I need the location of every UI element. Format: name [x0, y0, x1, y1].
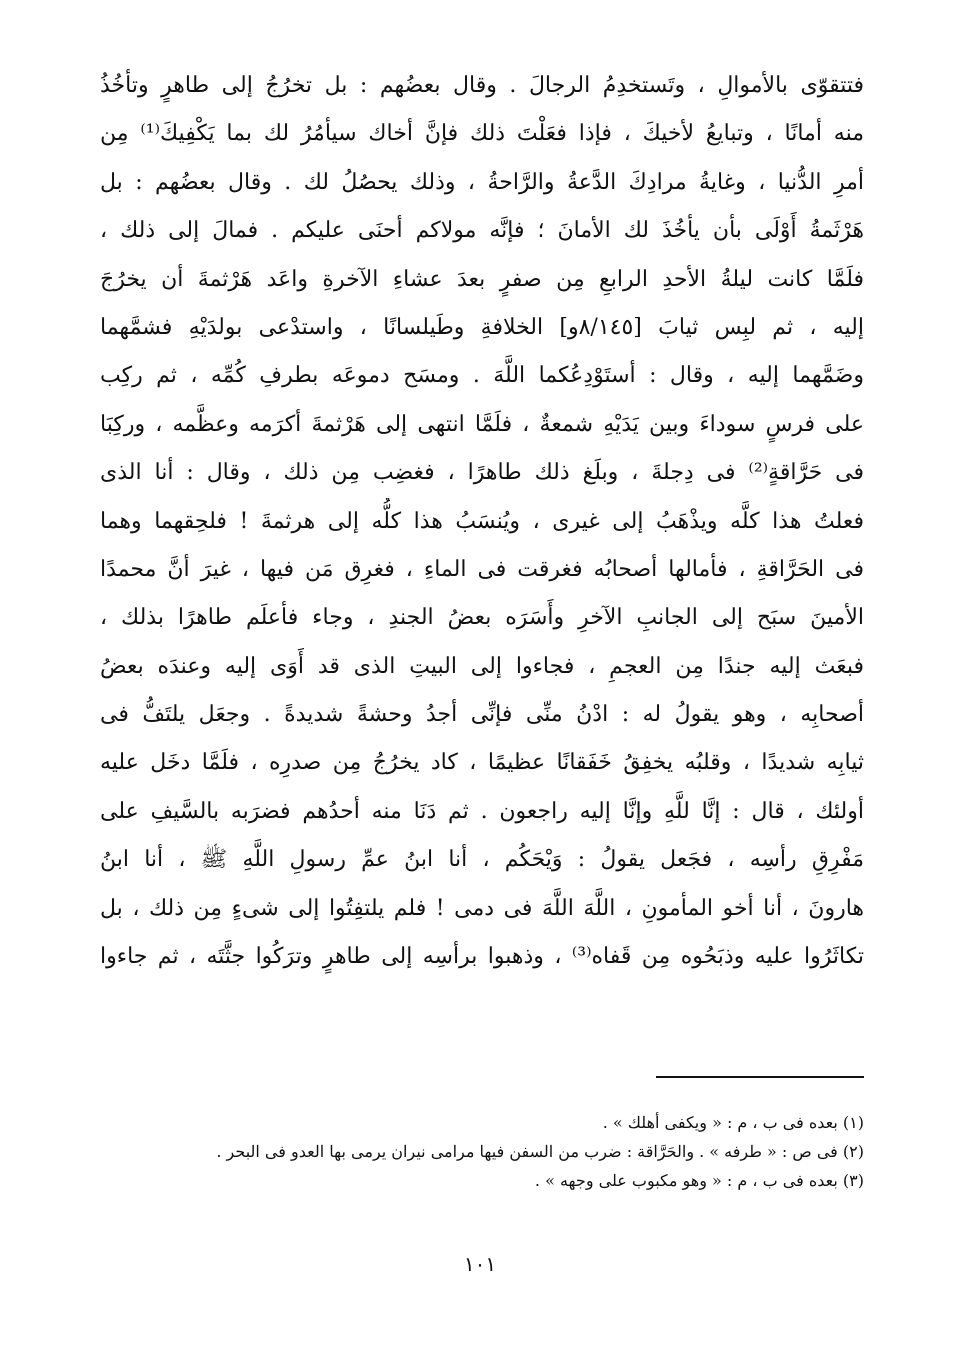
text-line: وضَمَّهما إليه ، وقال : أستَوْدِعُكما اللَّهَ . ومسَح دموعَه بطرفِ كُمِّه ، ثم ركِب: [100, 363, 864, 389]
text-line: فى حَرَّاقةٍ⁽²⁾ فى دِجلةَ ، وبلَغ ذلك طاهرًا ، فغضِب مِن ذلك ، وقال : أنا الذى: [100, 460, 864, 486]
text-line: فى الحَرَّاقةِ ، فأمالها أصحابُه فغرقت فى الماءِ ، فغرِق مَن فيها ، غيرَ أنَّ محمدًا: [100, 556, 864, 582]
text-line: أصحابِه ، وهو يقولُ له : ادْنُ منِّى فإنِّى أجدُ وحشةً شديدةً . وجعَل يلتَفُّ فى: [100, 702, 864, 728]
text-line: فبعَث إليه جندًا مِن العجمِ ، فجاءوا إلى البيتِ الذى قد أَوَى إليه وعندَه بعضُ: [100, 653, 864, 679]
text-line: منه أمانًا ، وتبايعُ لأخيكَ ، فإذا فعَلْتَ ذلك فإنَّ أخاك سيأمُرُ لك بما يَكْفِيكَ⁽¹⁾ مِن: [100, 121, 864, 147]
page-number: ١٠١: [463, 1252, 497, 1276]
text-line: فتتقوّى بالأموالِ ، وتَستخدِمُ الرجالَ . وقال بعضُهم : بل تخرُجُ إلى طاهرٍ وتأخُذُ: [100, 73, 864, 98]
text-line: تكاثَرُوا عليه وذبَحُوه مِن قَفاه⁽³⁾ ، وذهبوا برأسِه إلى طاهرٍ وترَكُوا جثَّتَه ، ثم جاءوا: [100, 944, 864, 970]
text-line: الأمينَ سبَح إلى الجانبِ الآخرِ وأَسَرَه بعضُ الجندِ ، وجاء فأعلَم طاهرًا بذلك ،: [100, 605, 864, 631]
footnote-1: (١) بعده فى ب ، م : « ويكفى أهلك » .: [602, 1113, 864, 1132]
footnote-3: (٣) بعده فى ب ، م : « وهو مكبوب على وجهه » .: [534, 1171, 864, 1190]
footnote-2: (٢) فى ص : « طرفه » . والحَرَّاقة : ضرب من السفن فيها مرامى نيران يرمى بها العدو فى البحر .: [216, 1142, 864, 1161]
text-line: أمرِ الدُّنيا ، وغايةُ مرادِكَ الدَّعةُ والرَّاحةُ ، وذلك يحصُلُ لك . وقال بعضُهم : بل: [100, 169, 864, 195]
text-line: إليه ، ثم لبِس ثيابَ [٨/١٤٥و] الخلافةِ وطَيلسانًا ، واستدْعى بولدَيْهِ فشمَّهما: [100, 314, 864, 340]
text-line: هارونَ ، أنا أخو المأمونِ ، اللَّهَ اللَّهَ فى دمى ! فلم يلتفِتُوا إلى شىءٍ مِن ذلك ، بل: [100, 895, 864, 921]
text-line: فعلتُ هذا كلَّه ويذْهَبُ إلى غيرى ، ويُنسَبُ هذا كلُّه إلى هرثمةَ ! فلحِقهما وهما: [100, 508, 864, 534]
text-line: أولئك ، قال : إنَّا للَّهِ وإنَّا إليه راجعون . ثم دَنَا منه أحدُهم فضرَبه بالسَّيفِ على: [100, 798, 864, 824]
footnote-separator: [656, 1076, 864, 1078]
text-line: على فرسٍ سوداءَ وبين يَدَيْهِ شمعةٌ ، فلَمَّا انتهى إلى هَرْثمةَ أكرَمه وعظَّمه ، وركِبَا: [100, 411, 864, 437]
text-line: هَرْثَمةُ أَوْلَى بأن يأخُذَ لك الأمانَ ؛ فإنَّه مولاكم أحنَى عليكم . فمالَ إلى ذلك ،: [100, 218, 864, 244]
text-line: ثيابِه شديدًا ، وقلبُه يخفِقُ خَفَقانًا عظيمًا ، كاد يخرُجُ مِن صدرِه ، فلَمَّا دخَل عليه: [100, 750, 864, 776]
text-line: مَفْرِقِ رأسِه ، فجَعل يقولُ : وَيْحَكُم ، أنا ابنُ عمِّ رسولِ اللَّهِ ﷺ ، أنا ابنُ: [100, 847, 864, 873]
main-text: [100, 62, 864, 981]
text-line: فلَمَّا كانت ليلةُ الأحدِ الرابعِ مِن صفرٍ بعدَ عشاءِ الآخرةِ واعَد هَرْثمةَ أن يخرُجَ: [100, 266, 864, 292]
footnotes: [100, 1108, 864, 1195]
